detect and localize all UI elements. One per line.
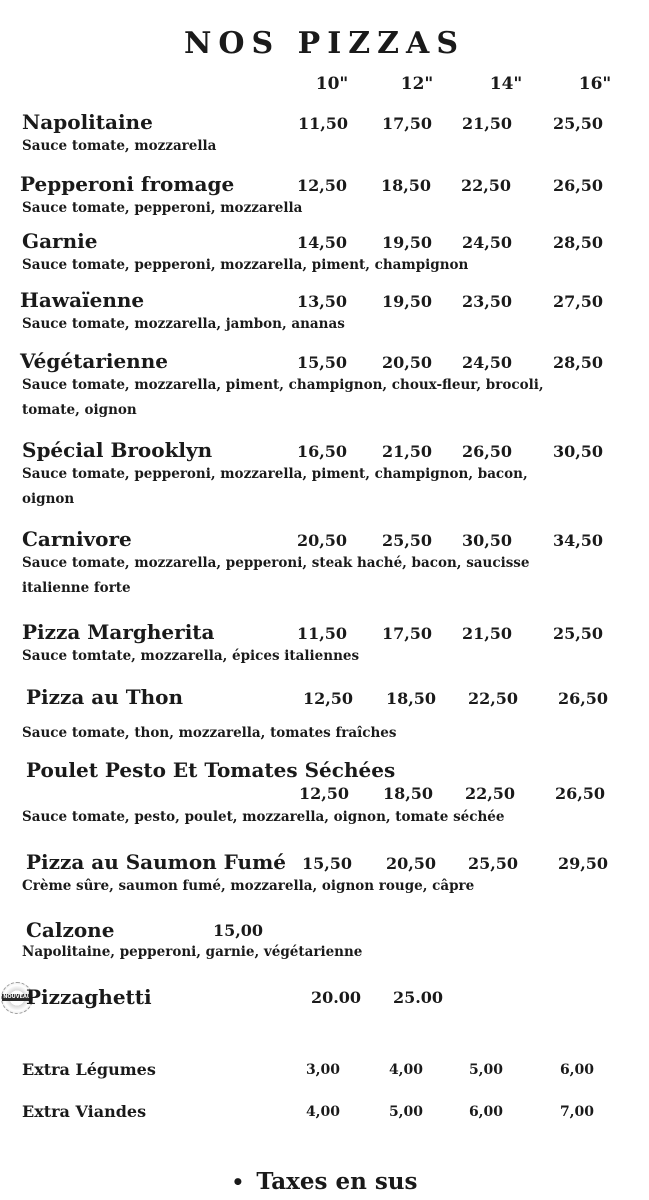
extra-name: Extra Viandes <box>22 1102 147 1121</box>
item-price: 28,50 <box>552 233 604 252</box>
item-name: Carnivore <box>22 527 132 551</box>
extra-price-12: 4,00 <box>388 1062 424 1078</box>
bullet-icon: • <box>231 1170 245 1194</box>
size-10: 10" <box>315 74 349 94</box>
item-price-1: 20.00 <box>310 988 362 1007</box>
item-description: Sauce tomate, mozzarella <box>22 138 217 154</box>
item-price: 27,50 <box>552 292 604 311</box>
badge-label: NOUVEAU <box>3 994 31 1000</box>
item-name: Hawaïenne <box>20 288 145 312</box>
extra-name: Extra Légumes <box>22 1060 156 1079</box>
size-14: 14" <box>489 74 523 94</box>
item-price: 22,50 <box>467 689 519 708</box>
item-price: 11,50 <box>296 624 348 643</box>
item-name: Végétarienne <box>20 349 168 373</box>
item-price: 26,50 <box>461 442 513 461</box>
item-name: Calzone <box>26 918 115 942</box>
item-price: 25,50 <box>552 114 604 133</box>
item-price: 26,50 <box>554 784 606 803</box>
item-price: 26,50 <box>557 689 609 708</box>
item-price: 30,50 <box>552 442 604 461</box>
extra-price-16: 7,00 <box>559 1104 595 1120</box>
item-name: Pizza au Saumon Fumé <box>26 850 286 874</box>
item-price: 28,50 <box>552 353 604 372</box>
item-name: Pepperoni fromage <box>20 172 235 196</box>
item-name: Poulet Pesto Et Tomates Séchées <box>26 758 396 782</box>
item-price: 34,50 <box>552 531 604 550</box>
extra-price-14: 5,00 <box>468 1062 504 1078</box>
item-price: 24,50 <box>461 233 513 252</box>
size-16: 16" <box>578 74 612 94</box>
item-price: 19,50 <box>381 292 433 311</box>
item-description: Sauce tomate, mozzarella, pepperoni, steak haché, bacon, saucisse italienne forte <box>22 555 530 596</box>
item-price: 15,50 <box>296 353 348 372</box>
item-price: 18,50 <box>385 689 437 708</box>
item-description: Sauce tomtate, mozzarella, épices italiennes <box>22 648 360 664</box>
item-price: 11,50 <box>297 114 349 133</box>
item-price: 12,50 <box>298 784 350 803</box>
item-price: 30,50 <box>461 531 513 550</box>
size-12: 12" <box>400 74 434 94</box>
item-description: Crème sûre, saumon fumé, mozzarella, oignon rouge, câpre <box>22 878 475 894</box>
item-name: Garnie <box>22 229 98 253</box>
item-price: 12,50 <box>296 176 348 195</box>
item-price: 20,50 <box>296 531 348 550</box>
item-price: 15,50 <box>301 854 353 873</box>
extra-price-10: 4,00 <box>305 1104 341 1120</box>
item-price: 18,50 <box>380 176 432 195</box>
item-description: Sauce tomate, mozzarella, jambon, ananas <box>22 316 345 332</box>
item-description: Sauce tomate, mozzarella, piment, champignon, choux-fleur, brocoli, tomate, oignon <box>22 377 544 418</box>
menu-title: NOS PIZZAS <box>184 26 465 61</box>
item-description: Sauce tomate, pepperoni, mozzarella, piment, champignon, bacon, oignon <box>22 466 528 507</box>
item-name: Pizzaghetti <box>26 985 152 1009</box>
item-price: 15,00 <box>212 921 264 940</box>
item-price-2: 25.00 <box>392 988 444 1007</box>
item-price: 22,50 <box>460 176 512 195</box>
item-price: 22,50 <box>464 784 516 803</box>
item-price: 19,50 <box>381 233 433 252</box>
extra-price-16: 6,00 <box>559 1062 595 1078</box>
item-price: 13,50 <box>296 292 348 311</box>
item-price: 25,50 <box>552 624 604 643</box>
item-description: Napolitaine, pepperoni, garnie, végétarienne <box>22 944 363 960</box>
item-price: 21,50 <box>461 114 513 133</box>
item-price: 20,50 <box>385 854 437 873</box>
item-description: Sauce tomate, pesto, poulet, mozzarella, oignon, tomate séchée <box>22 809 505 825</box>
item-price: 26,50 <box>552 176 604 195</box>
item-price: 17,50 <box>381 114 433 133</box>
item-name: Napolitaine <box>22 110 153 134</box>
item-price: 29,50 <box>557 854 609 873</box>
item-price: 24,50 <box>461 353 513 372</box>
item-description: Sauce tomate, thon, mozzarella, tomates fraîches <box>22 725 397 741</box>
item-description: Sauce tomate, pepperoni, mozzarella <box>22 200 303 216</box>
item-price: 21,50 <box>461 624 513 643</box>
item-name: Spécial Brooklyn <box>22 438 213 462</box>
item-price: 25,50 <box>467 854 519 873</box>
item-price: 20,50 <box>381 353 433 372</box>
item-price: 16,50 <box>296 442 348 461</box>
size-header-row <box>0 74 649 100</box>
item-description: Sauce tomate, pepperoni, mozzarella, piment, champignon <box>22 257 469 273</box>
item-name: Pizza Margherita <box>22 620 215 644</box>
extra-price-12: 5,00 <box>388 1104 424 1120</box>
extra-price-10: 3,00 <box>305 1062 341 1078</box>
item-price: 17,50 <box>381 624 433 643</box>
item-price: 18,50 <box>382 784 434 803</box>
taxes-note-text: Taxes en sus <box>256 1168 418 1195</box>
item-price: 12,50 <box>302 689 354 708</box>
item-price: 23,50 <box>461 292 513 311</box>
item-price: 14,50 <box>296 233 348 252</box>
item-name: Pizza au Thon <box>26 685 184 709</box>
taxes-note <box>0 1168 649 1195</box>
item-price: 21,50 <box>381 442 433 461</box>
item-price: 25,50 <box>381 531 433 550</box>
extra-price-14: 6,00 <box>468 1104 504 1120</box>
